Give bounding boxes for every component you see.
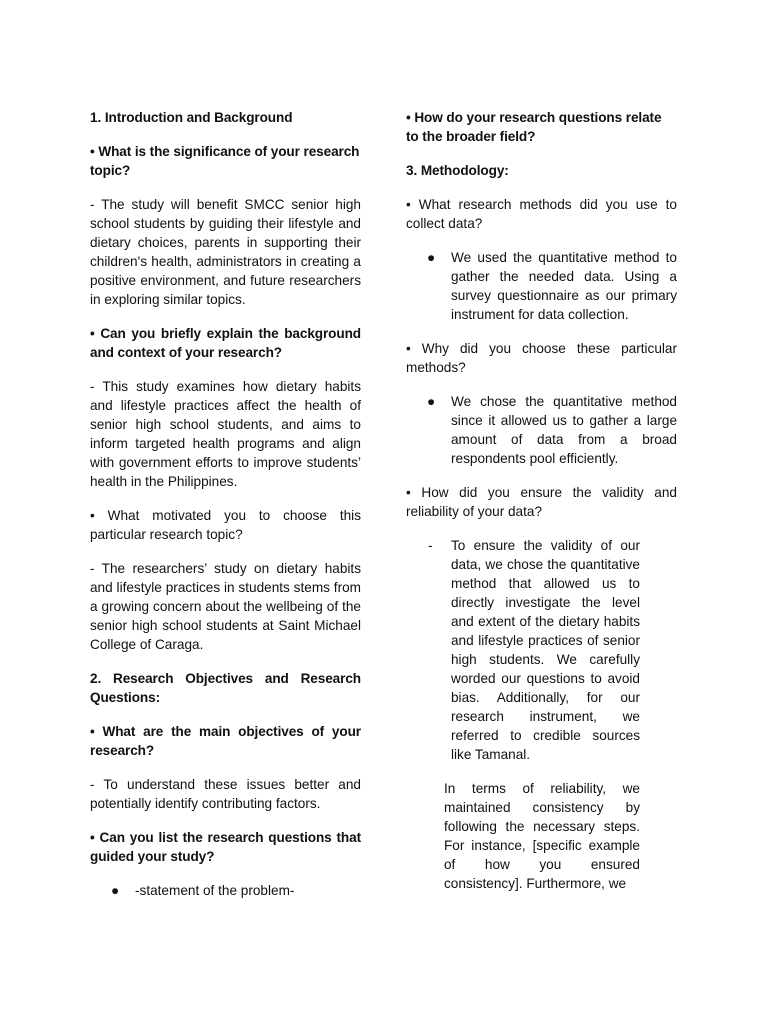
bullet-marker: ● xyxy=(111,883,120,898)
section-3-heading: 3. Methodology: xyxy=(406,163,509,178)
answer-background: - This study examines how dietary habits and lifestyle practices affect the health of senior high school students, and aims to inform targeted health programs and align with government efforts to improve students’ health in the Philippines. xyxy=(90,379,361,489)
bullet-why-answer xyxy=(427,392,677,468)
bullet-text: We used the quantitative method to gather the needed data. Using a survey questionnaire as our primary instrument for data collection. xyxy=(451,250,677,322)
paragraph-reliability: In terms of reliability, we maintained consistency by following the necessary steps. For instance, [specific example of how you ensured consistency]. Furthermore, we xyxy=(444,781,640,891)
question-significance: • What is the significance of your research topic? xyxy=(90,144,360,178)
section-2-heading: 2. Research Objectives and Research Questions: xyxy=(90,671,361,705)
question-background: • Can you briefly explain the background and context of your research? xyxy=(90,326,361,360)
section-1-heading: 1. Introduction and Background xyxy=(90,110,293,125)
question-research-methods: • What research methods did you use to collect data? xyxy=(406,197,677,231)
bullet-statement-of-problem xyxy=(111,881,361,900)
answer-objectives: - To understand these issues better and potentially identify contributing factors. xyxy=(90,777,361,811)
bullet-marker: ● xyxy=(427,250,436,265)
answer-significance: - The study will benefit SMCC senior high school students by guiding their lifestyle and dietary choices, parents in supporting their children's health, administrators in creating a positive environment, and future researchers in exploring similar topics. xyxy=(90,197,361,307)
question-motivation: • What motivated you to choose this particular research topic? xyxy=(90,508,361,542)
bullet-methods-answer xyxy=(427,248,677,324)
bullet-text: We chose the quantitative method since it allowed us to gather a large amount of data from a broad respondents pool efficiently. xyxy=(451,394,677,466)
bullet-text: To ensure the validity of our data, we chose the quantitative method that allowed us to directly investigate the level and extent of the dietary habits and lifestyle practices of senior high students. We carefully worded our questions to avoid bias. Additionally, for our research instrument, we referred to credible sources like Tamanal. xyxy=(451,538,640,762)
question-objectives: • What are the main objectives of your research? xyxy=(90,724,361,758)
dash-marker: - xyxy=(428,538,433,553)
question-research-questions: • Can you list the research questions that guided your study? xyxy=(90,830,361,864)
bullet-validity-answer xyxy=(428,536,640,764)
left-column xyxy=(90,108,361,915)
bullet-text: -statement of the problem- xyxy=(135,883,295,898)
bullet-marker: ● xyxy=(427,394,436,409)
question-validity: • How did you ensure the validity and reliability of your data? xyxy=(406,485,677,519)
question-why-methods: • Why did you choose these particular methods? xyxy=(406,341,677,375)
answer-motivation: - The researchers’ study on dietary habits and lifestyle practices in students stems from a growing concern about the wellbeing of the senior high school students at Saint Michael College of Caraga. xyxy=(90,561,361,652)
right-column xyxy=(406,108,677,908)
question-broader-field: • How do your research questions relate to the broader field? xyxy=(406,110,662,144)
